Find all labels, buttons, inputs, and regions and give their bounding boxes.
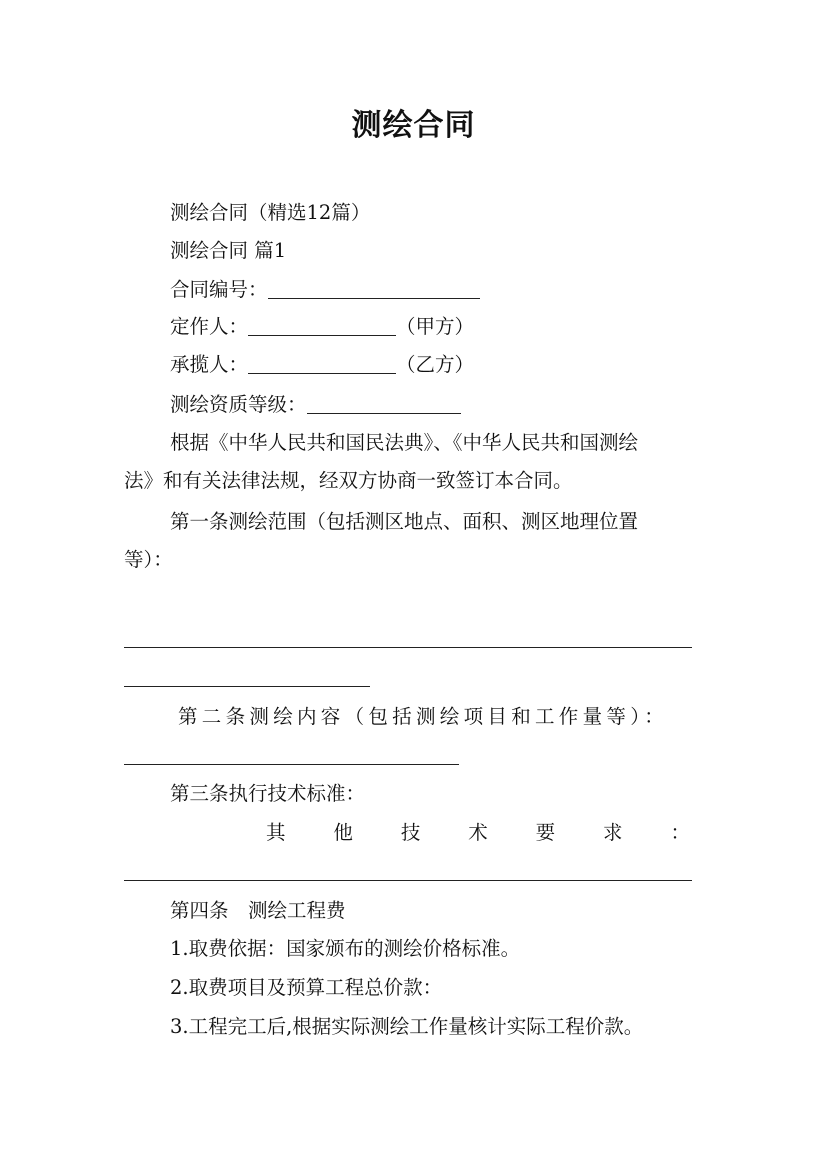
- other-req-char: 他: [333, 821, 353, 844]
- party-b-suffix: （乙方）: [396, 353, 475, 376]
- clause1-blank-line-1: [124, 647, 692, 648]
- qualification-blank: [307, 393, 461, 414]
- other-req-char: 其: [266, 821, 286, 844]
- party-b-label: 承揽人：: [170, 353, 249, 376]
- other-req-char: 技: [400, 821, 421, 844]
- article-heading: 测绘合同 篇1: [170, 239, 287, 262]
- document-title: 测绘合同: [351, 108, 476, 143]
- clause1-line-1: 第一条测绘范围（包括测区地点、面积、测区地理位置: [170, 510, 639, 533]
- party-a-row: [170, 313, 474, 341]
- clause2-text: 第二条测绘内容（包括测绘项目和工作量等）：: [178, 705, 669, 728]
- qualification-label: 测绘资质等级：: [170, 393, 307, 416]
- clause3-text: 第三条执行技术标准：: [170, 782, 366, 805]
- clause4-heading: 第四条 测绘工程费: [170, 899, 346, 922]
- party-a-label: 定作人：: [170, 315, 249, 338]
- basis-line-1: 根据《中华人民共和国民法典》、《中华人民共和国测绘: [170, 431, 639, 454]
- party-a-blank: [248, 315, 396, 336]
- contract-number-blank: [268, 278, 480, 299]
- other-req-char: ：: [670, 821, 690, 844]
- contract-number-row: [170, 276, 480, 304]
- clause2-blank-line: [124, 764, 459, 765]
- party-b-row: [170, 351, 474, 379]
- document-subtitle: 测绘合同（精选12篇）: [170, 201, 371, 224]
- clause1-blank-line-2: [124, 686, 370, 687]
- contract-number-label: 合同编号：: [170, 278, 268, 301]
- basis-line-2: 法》和有关法律法规，经双方协商一致签订本合同。: [124, 469, 573, 492]
- other-req-char: 求: [603, 821, 623, 844]
- other-req-char: 术: [468, 821, 488, 844]
- other-requirements-blank-line: [124, 880, 692, 881]
- fee-item-1: 1.取费依据：国家颁布的测绘价格标准。: [170, 937, 521, 960]
- clause1-line-2: 等）：: [124, 548, 173, 571]
- party-a-suffix: （甲方）: [396, 315, 475, 338]
- party-b-blank: [248, 353, 396, 374]
- qualification-row: [170, 391, 461, 419]
- fee-item-2: 2.取费项目及预算工程总价款：: [170, 976, 443, 999]
- other-requirements-row: [266, 819, 690, 847]
- other-req-char: 要: [535, 821, 556, 844]
- fee-item-3: 3.工程完工后,根据实际测绘工作量核计实际工程价款。: [170, 1015, 644, 1038]
